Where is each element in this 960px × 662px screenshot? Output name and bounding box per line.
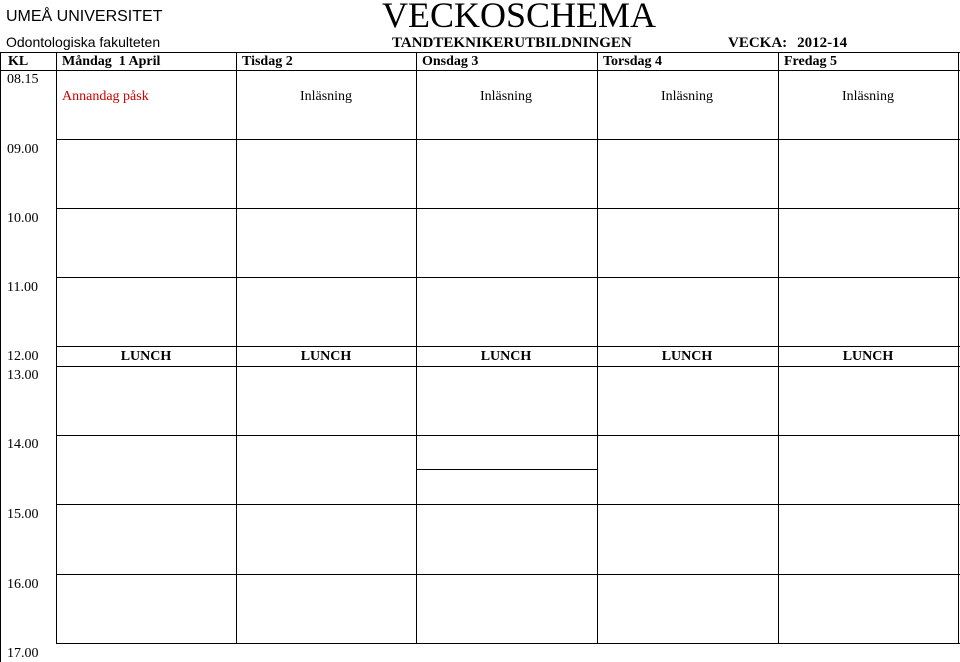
holiday-entry: Annandag påsk — [62, 89, 149, 104]
time-label: 09.00 — [7, 142, 39, 157]
time-label: 15.00 — [7, 507, 39, 522]
faculty-name: Odontologiska fakulteten — [6, 34, 161, 50]
time-label: 12.00 — [7, 349, 39, 364]
time-label: 13.00 — [7, 368, 39, 383]
column-header-time: KL — [8, 54, 29, 69]
column-header-tuesday: Tisdag 2 — [242, 54, 293, 69]
schedule-entry: Inläsning — [479, 89, 533, 104]
week-label: VECKA: — [728, 35, 788, 51]
schedule-entry: Inläsning — [841, 89, 895, 104]
lunch-entry: LUNCH — [300, 349, 352, 364]
time-label: 10.00 — [7, 211, 39, 226]
program-name: TANDTEKNIKERUTBILDNINGEN — [392, 35, 632, 51]
page-title: VECKOSCHEMA — [382, 0, 657, 35]
lunch-entry: LUNCH — [480, 349, 532, 364]
time-label: 08.15 — [7, 72, 39, 87]
time-label: 16.00 — [7, 577, 39, 592]
column-header-thursday: Torsdag 4 — [603, 54, 663, 69]
time-label: 17.00 — [7, 646, 39, 661]
column-header-monday: Måndag 1 April — [62, 54, 161, 69]
lunch-entry: LUNCH — [120, 349, 172, 364]
schedule-entry: Inläsning — [660, 89, 714, 104]
time-label: 14.00 — [7, 437, 39, 452]
week-indicator — [728, 35, 847, 52]
university-name: UMEÅ UNIVERSITET — [6, 8, 163, 25]
column-header-wednesday: Onsdag 3 — [422, 54, 479, 69]
week-value: 2012-14 — [797, 35, 848, 51]
column-header-friday: Fredag 5 — [784, 54, 838, 69]
schedule-entry: Inläsning — [299, 89, 353, 104]
lunch-entry: LUNCH — [661, 349, 713, 364]
lunch-entry: LUNCH — [842, 349, 894, 364]
time-label: 11.00 — [7, 280, 38, 295]
